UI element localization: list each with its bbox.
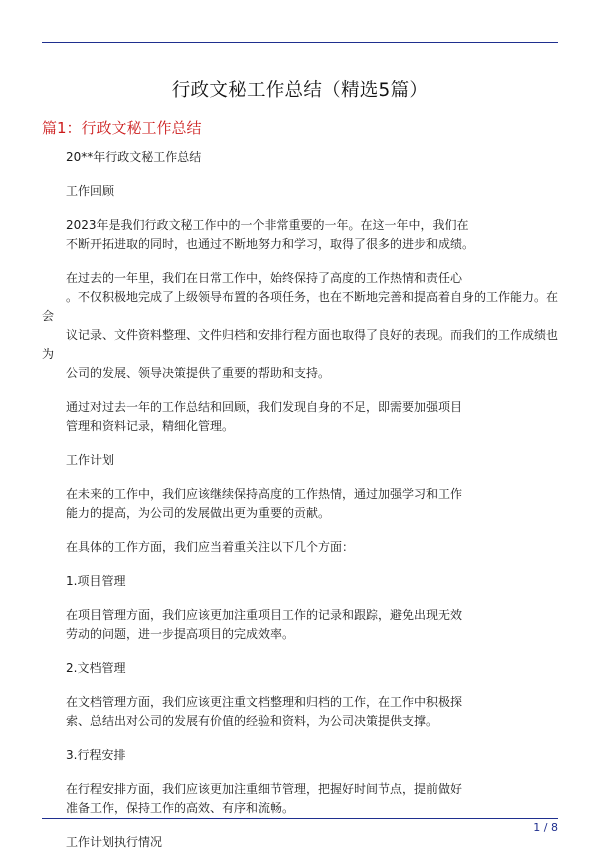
paragraph-line: 通过对过去一年的工作总结和回顾，我们发现自身的不足，即需要加强项目	[66, 400, 463, 414]
paragraph	[42, 398, 558, 436]
paragraph-line: 在项目管理方面，我们应该更加注重项目工作的记录和跟踪，避免出现无效	[66, 608, 463, 622]
paragraph-line: 管理和资料记录，精细化管理。	[66, 419, 235, 433]
paragraph	[42, 693, 558, 731]
paragraph-line: 工作计划	[66, 453, 115, 467]
paragraph	[42, 780, 558, 818]
paragraph	[42, 746, 558, 765]
document-title: 行政文秘工作总结（精选5篇）	[171, 80, 429, 101]
section-heading: 篇1：行政文秘工作总结	[42, 119, 202, 137]
paragraph-line: 2023年是我们行政文秘工作中的一个非常重要的一年。在这一年中，我们在	[66, 218, 469, 232]
paragraph-line: 工作回顾	[66, 184, 115, 198]
paragraph-line: 在行程安排方面，我们应该更加注重细节管理，把握好时间节点，提前做好	[66, 782, 463, 796]
document-body	[42, 148, 558, 867]
paragraph	[42, 606, 558, 644]
paragraph-line: 在未来的工作中，我们应该继续保持高度的工作热情，通过加强学习和工作	[66, 487, 463, 501]
paragraph	[42, 485, 558, 523]
page-number: 1 / 8	[533, 821, 558, 834]
paragraph-line: 公司的发展、领导决策提供了重要的帮助和支持。	[66, 366, 331, 380]
paragraph-line: 20**年行政文秘工作总结	[66, 150, 202, 164]
paragraph-line: 在过去的一年里，我们在日常工作中，始终保持了高度的工作热情和责任心	[66, 271, 463, 285]
header-rule	[42, 42, 558, 43]
paragraph	[42, 572, 558, 591]
paragraph-line: 索、总结出对公司的发展有价值的经验和资料，为公司决策提供支撑。	[66, 714, 439, 728]
paragraph-line: 3.行程安排	[66, 748, 126, 762]
paragraph-line: 工作计划执行情况	[66, 835, 163, 849]
paragraph	[42, 269, 558, 383]
paragraph-line: 准备工作，保持工作的高效、有序和流畅。	[66, 801, 295, 815]
paragraph	[42, 182, 558, 201]
paragraph	[42, 538, 558, 557]
paragraph-line: 。不仅积极地完成了上级领导布置的各项任务，也在不断地完善和提高着自身的工作能力。在会	[42, 290, 559, 323]
paragraph	[42, 659, 558, 678]
footer-rule	[42, 818, 558, 819]
paragraph-line: 在文档管理方面，我们应该更注重文档整理和归档的工作，在工作中积极探	[66, 695, 463, 709]
paragraph-line: 议记录、文件资料整理、文件归档和安排行程方面也取得了良好的表现。而我们的工作成绩也为	[42, 328, 559, 361]
paragraph	[42, 148, 558, 167]
paragraph-line: 在具体的工作方面，我们应当着重关注以下几个方面：	[66, 540, 355, 554]
paragraph-line: 2.文档管理	[66, 661, 126, 675]
paragraph	[42, 833, 558, 852]
paragraph-line: 能力的提高，为公司的发展做出更为重要的贡献。	[66, 506, 331, 520]
paragraph-line: 劳动的问题，进一步提高项目的完成效率。	[66, 627, 295, 641]
paragraph-line: 不断开拓进取的同时，也通过不断地努力和学习，取得了很多的进步和成绩。	[66, 237, 475, 251]
paragraph	[42, 216, 558, 254]
paragraph	[42, 451, 558, 470]
paragraph-line: 1.项目管理	[66, 574, 126, 588]
